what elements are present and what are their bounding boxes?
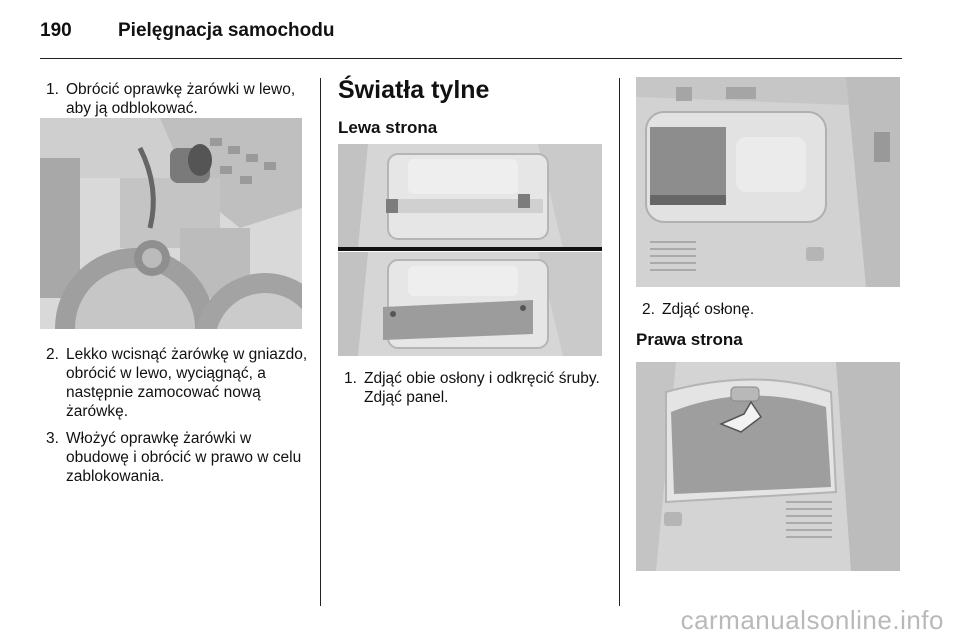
column-divider-2 [619, 78, 620, 606]
step-number: 1. [344, 370, 357, 387]
section-title-rear-lights: Światła tylne [338, 76, 490, 104]
step-text: Zdjąć osłonę. [662, 301, 755, 318]
step-number: 2. [46, 346, 59, 363]
left-side-cover-removed-photo [636, 77, 900, 287]
page-number: 190 [40, 20, 72, 41]
photo-separator [338, 247, 602, 251]
col3-step-2 [636, 300, 908, 319]
step-text: Obrócić oprawkę żarówki w lewo, aby ją odblokować. [66, 81, 296, 117]
step-number: 1. [46, 81, 59, 98]
step-text: Zdjąć obie osłony i odkręcić śruby. Zdjąć panel. [364, 370, 600, 406]
step-text: Włożyć oprawkę żarówki w obudowę i obrócić w prawo w celu zablokowania. [66, 430, 302, 485]
page-title: Pielęgnacja samochodu [118, 20, 335, 41]
col2-steps [338, 369, 610, 415]
subsection-title-right-side: Prawa strona [636, 330, 743, 349]
step-number: 3. [46, 430, 59, 447]
col1-step-2 [40, 345, 310, 421]
step-text: Lekko wcisnąć żarówkę w gniazdo, obrócić w lewo, wyciągnąć, a następnie zamocować nową żarówkę. [66, 346, 308, 420]
right-side-panel-photo [636, 362, 900, 571]
page-header [40, 14, 902, 60]
left-side-panel-photo-bottom [338, 252, 602, 356]
col3-steps [636, 300, 908, 327]
col1-steps-bottom [40, 345, 310, 494]
left-side-panel-photo-top [338, 144, 602, 248]
col1-step-3 [40, 429, 310, 486]
col2-step-1 [338, 369, 610, 407]
col1-step-1 [40, 80, 310, 118]
column-divider-1 [320, 78, 321, 606]
step-number: 2. [642, 301, 655, 318]
header-rule [40, 58, 902, 59]
watermark: carmanualsonline.info [680, 605, 944, 635]
bulb-holder-photo [40, 118, 302, 329]
subsection-title-left-side: Lewa strona [338, 118, 438, 137]
